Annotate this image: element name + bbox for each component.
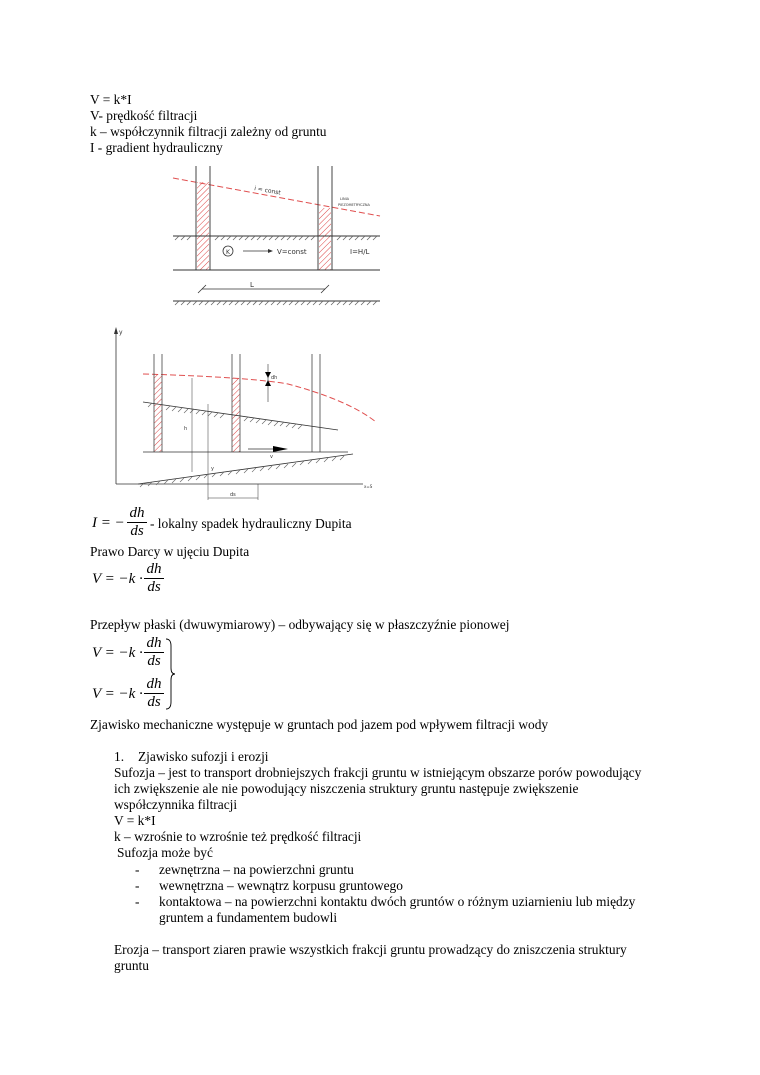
figure-dupit-diagram (108, 322, 380, 502)
bullet-dash: - (135, 862, 140, 877)
darcy-title: Prawo Darcy w ujęciu Dupita (90, 544, 250, 559)
eq3-numerator: dh (146, 635, 162, 651)
piezometer-left (197, 182, 209, 270)
eq4-numerator: dh (146, 676, 162, 692)
label-piezometryczna: PIEZOMETRYCZNA (338, 203, 370, 207)
mech-text: Zjawisko mechaniczne występuje w gruntach pod jazem pod wpływem filtracji wody (90, 717, 549, 732)
section1-p6: Sufozja może być (117, 845, 213, 860)
eq4-denominator: ds (144, 693, 164, 711)
label-v: v (270, 454, 273, 460)
eq1-numerator: dh (129, 505, 145, 521)
eq4-fraction (144, 676, 164, 711)
bullet-dash: - (135, 878, 140, 893)
intro-line-3: k – współczynnik filtracji zależny od gruntu (90, 124, 327, 139)
label-y: y (211, 466, 214, 472)
bullet-item: zewnętrzna – na powierzchni gruntu (159, 862, 354, 877)
eq1-fraction (127, 505, 147, 540)
eq3-lhs: V = −k · (92, 645, 143, 661)
label-dh: dh (271, 375, 278, 381)
label-x-axis: x=S (364, 484, 373, 489)
eq1-lhs: I = − (92, 515, 125, 531)
label-v-const: V=const (277, 248, 307, 256)
section1-p1: Sufozja – jest to transport drobniejszych frakcji gruntu w istniejącym obszarze porów powodujący (114, 765, 642, 780)
section1-title: Zjawisko sufozji i erozji (138, 749, 269, 764)
label-i-const: i = const (253, 185, 282, 197)
label-ds: ds (230, 492, 236, 498)
section1-p3: współczynnika filtracji (114, 797, 238, 812)
eq2-numerator: dh (146, 561, 162, 577)
figure-filtration-diagram (140, 160, 400, 310)
label-linia: LINIA (340, 197, 350, 201)
bullet-dash: - (135, 894, 140, 909)
label-i-hl: I=H/L (350, 248, 370, 256)
eq2-lhs: V = −k · (92, 571, 143, 587)
erozja-line-2: gruntu (114, 958, 149, 973)
label-y-axis: y (119, 329, 123, 336)
eq2-denominator: ds (144, 578, 164, 596)
erozja-line-1: Erozja – transport ziaren prawie wszystkich frakcji gruntu prowadzący do zniszczenia struktury (114, 942, 627, 957)
bullet-item-continuation: gruntem a fundamentem budowli (159, 910, 338, 925)
eq3-denominator: ds (144, 652, 164, 670)
section1-p5: k – wzrośnie to wzrośnie też prędkość filtracji (114, 829, 362, 844)
section1-p4: V = k*I (114, 813, 156, 828)
eq1-denominator: ds (127, 522, 147, 540)
piezometer-right (319, 208, 331, 270)
eq4-lhs: V = −k · (92, 686, 143, 702)
intro-line-4: I - gradient hydrauliczny (90, 140, 223, 155)
intro-line-2: V- prędkość filtracji (90, 108, 198, 123)
label-L: L (250, 281, 254, 289)
label-k: K (226, 249, 230, 256)
section1-p2: ich zwiększenie ale nie powodujący niszczenia struktury gruntu następuje zwiększenie (114, 781, 579, 796)
free-surface-curve (143, 374, 376, 422)
brace (164, 638, 176, 710)
plane-flow-title: Przepływ płaski (dwuwymiarowy) – odbywający się w płaszczyźnie pionowej (90, 617, 510, 632)
eq3-fraction (144, 635, 164, 670)
bullet-item: kontaktowa – na powierzchni kontaktu dwóch gruntów o różnym uziarnieniu lub między (159, 894, 636, 909)
label-h: h (184, 426, 188, 432)
bullet-item: wewnętrzna – wewnątrz korpusu gruntowego (159, 878, 403, 893)
eq2-fraction (144, 561, 164, 596)
section1-number: 1. (114, 749, 125, 764)
intro-line-1: V = k*I (90, 92, 132, 107)
eq1-description: - lokalny spadek hydrauliczny Dupita (150, 516, 352, 531)
